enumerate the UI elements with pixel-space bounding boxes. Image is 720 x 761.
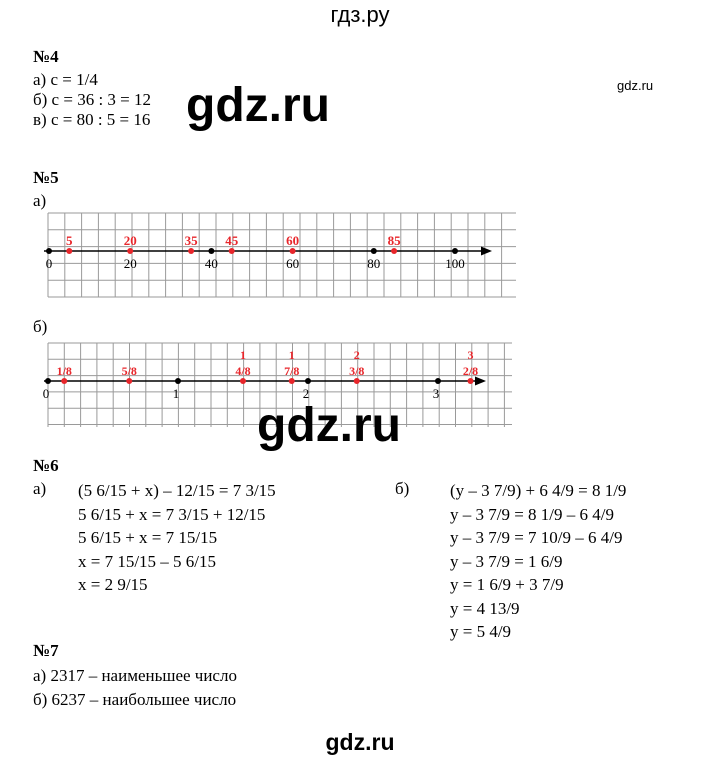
red-whole-4: 2: [353, 348, 360, 362]
task6-b-line-5: y = 1 6/9 + 3 7/9: [450, 575, 564, 594]
task7-answers: [33, 664, 237, 712]
tick-label-2: 2: [302, 386, 310, 401]
task6-a-line-5: x = 2 9/15: [78, 575, 148, 594]
red-whole-3: 1: [288, 348, 295, 362]
task6-label-b: б): [395, 479, 410, 498]
task7-line-a: а) 2317 – наименьшее число: [33, 666, 237, 685]
red-label-85: 85: [387, 233, 401, 248]
watermark-large-2: gdz.ru: [257, 399, 401, 452]
tick-label-100: 100: [445, 256, 465, 271]
red-label-45: 45: [225, 233, 239, 248]
tick-label-0: 0: [45, 256, 53, 271]
marks-b: [43, 348, 478, 401]
red-fraction-5: 2/8: [462, 364, 479, 378]
black-point-2: [305, 378, 311, 384]
red-fraction-0: 1/8: [56, 364, 72, 378]
red-fraction-3: 7/8: [284, 364, 300, 378]
task6-a-line-2: 5 6/15 + x = 7 3/15 + 12/15: [78, 504, 266, 524]
task4-line-b: б) с = 36 : 3 = 12: [33, 90, 152, 109]
task5-heading: №5: [33, 168, 59, 187]
tick-label-60: 60: [286, 256, 300, 271]
task6-label-a: а): [33, 479, 47, 498]
black-point-1: [175, 378, 181, 384]
red-fraction-4: 3/8: [349, 364, 365, 378]
red-point-3: [289, 378, 295, 384]
tick-label-0: 0: [42, 386, 50, 401]
task6-a-line-1: (5 6/15 + x) – 12/15 = 7 3/15: [78, 481, 276, 500]
tick-label-40: 40: [204, 256, 218, 271]
red-point-4: [354, 378, 360, 384]
red-label-20: 20: [123, 233, 137, 248]
task6-a-line-4: x = 7 15/15 – 5 6/15: [78, 551, 217, 571]
red-label-5: 5: [66, 233, 73, 248]
task6-a-line-3: 5 6/15 + x = 7 15/15: [78, 528, 218, 547]
black-point-3: [435, 378, 441, 384]
task6-solution-b: [450, 479, 626, 644]
task6-solution-a: [78, 479, 276, 597]
task6-b-line-1: (y – 3 7/9) + 6 4/9 = 8 1/9: [450, 481, 627, 500]
task5-label-a: а): [33, 191, 47, 210]
red-label-35: 35: [184, 233, 198, 248]
watermark-small: gdz.ru: [617, 78, 654, 93]
task4-line-a: а) с = 1/4: [33, 70, 98, 89]
red-point-1: [126, 378, 132, 384]
task4-line-c: в) с = 80 : 5 = 16: [33, 110, 151, 129]
red-whole-5: 3: [467, 348, 474, 362]
tick-label-80: 80: [367, 256, 381, 271]
red-point-2: [240, 378, 246, 384]
red-label-60: 60: [286, 233, 300, 248]
red-point-0: [61, 378, 67, 384]
tick-label-20: 20: [123, 256, 137, 271]
task6-b-line-3: y – 3 7/9 = 7 10/9 – 6 4/9: [450, 528, 623, 547]
task6-heading: №6: [33, 456, 59, 475]
red-fraction-2: 4/8: [235, 364, 251, 378]
site-title: гдз.ру: [330, 2, 390, 27]
black-point-0: [45, 378, 51, 384]
tick-label-1: 1: [172, 386, 180, 401]
task6-b-line-7: y = 5 4/9: [450, 622, 512, 641]
task7-heading: №7: [33, 641, 59, 660]
watermark-footer: gdz.ru: [325, 729, 395, 755]
watermark-large-1: gdz.ru: [186, 79, 330, 132]
task5-label-b: б): [33, 317, 48, 336]
red-point-5: [468, 378, 474, 384]
task6-b-line-6: y = 4 13/9: [450, 598, 520, 618]
task4-heading: №4: [33, 47, 59, 66]
tick-label-3: 3: [432, 386, 440, 401]
task6-b-line-2: y – 3 7/9 = 8 1/9 – 6 4/9: [450, 504, 615, 524]
task7-line-b: б) 6237 – наибольшее число: [33, 690, 237, 709]
task6-b-line-4: y – 3 7/9 = 1 6/9: [450, 551, 563, 571]
red-fraction-1: 5/8: [121, 364, 137, 378]
red-whole-2: 1: [240, 348, 246, 362]
